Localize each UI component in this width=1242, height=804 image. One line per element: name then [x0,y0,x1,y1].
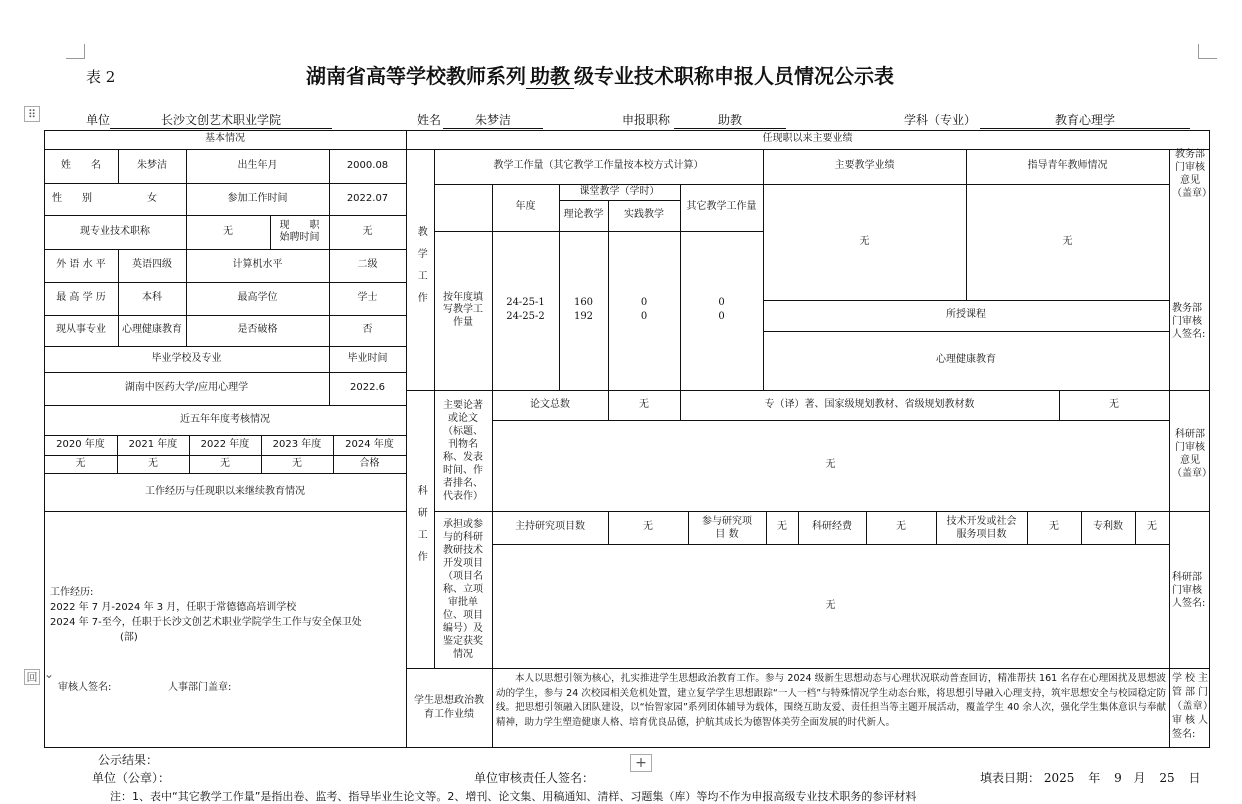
edu-label-cell: 最 高 学 历 [56,292,106,304]
tech-value: 无 [1049,521,1059,533]
work-start-label-cell: 参加工作时间 [227,192,288,204]
date-label: 填表日期： [980,771,1041,785]
year-values [492,296,559,324]
project-value: 无 [825,599,836,611]
assess-result-2: 无 [220,457,230,469]
theory-header: 理论教学 [563,209,604,221]
date-day-unit: 日 [1188,771,1201,785]
right-title: 任现职以来主要业绩 [762,133,853,145]
host-value: 无 [643,521,653,533]
courses-value: 心理健康教育 [936,354,996,366]
cur-hire-label-cell: 现 职始聘时间 [279,219,320,243]
fill-date [980,769,1201,786]
assess-result-0: 无 [75,457,86,469]
cert-value-cell: 否 [362,324,373,336]
courses-title: 所授课程 [946,309,986,321]
by-year-label: 按年度填写教学工作量 [443,291,483,328]
table-move-handle[interactable]: ⠿ [24,106,40,122]
other-value: 0 [718,297,725,308]
title-suffix: 级专业技术职称申报人员情况公示表 [574,64,894,88]
assess-year-0: 2020 年度 [56,438,105,450]
papers-value: 无 [825,459,836,471]
ideology-label: 学生思想政治教育工作业绩 [414,694,484,720]
gender-value-cell: 女 [147,192,157,204]
birth-label-cell: 出生年月 [237,159,278,171]
page-title [306,60,894,89]
guide-value: 无 [1062,235,1073,247]
unit-seal-label: 单位（公章）： [92,771,171,785]
patent-value: 无 [1147,521,1157,533]
basic-title: 基本情况 [205,133,245,145]
left-sign-label: 审核人签名: [58,682,112,693]
cur-title-label-cell: 现专业技术职称 [80,225,150,237]
name-label: 姓名 [417,113,442,127]
patent-label: 专利数 [1093,521,1123,533]
grad-time-value-cell: 2022.6 [350,382,385,394]
date-day: 25 [1159,771,1175,785]
join-label: 参与研究项 目 数 [702,515,752,540]
cur-hire-value-cell: 无 [362,225,373,237]
exp-line: 2022 年 7 月-2024 年 3 月，任职于常德德高培训学校 [50,602,297,613]
tech-label: 技术开发或社会服务项目数 [946,515,1017,540]
footnote: 注：1、表中“其它教学工作量”是指出卷、监考、指导毕业生论文等。2、增刊、论文集、用稿通知、清样、习题集（库）等均不作为申报高级专业技术职务的参评材料 [110,790,917,803]
name-value-cell: 朱梦洁 [137,159,167,171]
grad-time-label-cell: 毕业时间 [347,352,388,364]
subject-label: 学科（专业） [904,113,977,127]
paragraph-mark-icon[interactable]: 回 [24,669,40,685]
exp-title: 工作经历与任现职以来继续教育情况 [145,485,305,497]
degree-value-cell: 学士 [357,292,378,304]
year-col-header: 年度 [515,201,536,213]
book-value: 无 [1109,398,1119,410]
exp-content [50,585,404,645]
gender-label-cell: 性 别 [52,192,92,204]
teach-section-label: 教学工作 [415,225,427,314]
other-value: 0 [718,311,725,322]
table-number: 表 2 [86,68,116,86]
crop-mark-top-right [1198,44,1217,59]
theory-value: 192 [573,311,594,322]
major-label-cell: 现从事专业 [56,324,106,336]
practice-value: 0 [640,311,648,322]
class-hours-header: 课堂教学（学时） [579,185,660,197]
apply-label: 申报职称 [622,113,671,127]
ideology-text: 本人以思想引领为核心，扎实推进学生思想政治教育工作。参与 2024 级新生思想动态与心理状况联动普查回访，精准帮扶 161 名存在心理困扰及思想波动的学生，参与 24 次校园相关危机处置，建立复学学生思想跟踪“一人一档”与特殊情况学生动态台账，将思想引导融入心理支持，筑牢思想安全与校园稳定防线。把思想引领融入团队建设，以“怡智家园”系列团体辅导为载体，围绕互助友爱、责任担当等主题开展活动，覆盖学生 40 余人次，强化学生集体意识与奉献精神，助力学生塑造健康人格、培育优良品德，护航其成长为德智体美劳全面发展的时代新人。 [496,673,1166,728]
date-month-unit: 月 [1133,771,1146,785]
assess-result-4: 合格 [359,457,380,469]
reviewer-label: 单位审核责任人签名： [474,771,595,785]
workload-title: 教学工作量（其它教学工作量按本校方式计算） [493,160,704,172]
unit-value: 长沙文创艺术职业学院 [110,111,332,129]
exp-line: 2024 年 7-至今，任职于长沙文创艺术职业学院学生工作与安全保卫处 [50,617,362,628]
hr-seal-label: 人事部门盖章: [168,682,232,693]
research-section-label: 科研工作 [415,485,427,573]
fund-label: 科研经费 [812,521,852,533]
computer-label-cell: 计算机水平 [232,259,283,271]
year-value: 24-25-2 [506,311,545,322]
edu-value-cell: 本科 [142,292,162,304]
assess-year-4: 2024 年度 [345,438,394,450]
practice-header: 实践教学 [624,209,664,221]
apply-value: 助教 [674,111,786,129]
major-value-cell: 心理健康教育 [122,324,182,336]
date-month: 9 [1114,771,1122,785]
dept-research-seal: 科研部门审核意见（盖章） [1172,429,1212,479]
year-value: 24-25-1 [506,297,545,308]
fund-value: 无 [896,521,906,533]
birth-value-cell: 2000.08 [346,159,389,171]
assess-year-2: 2022 年度 [200,438,250,450]
title-prefix: 湖南省高等学校教师系列 [306,64,526,88]
assess-title: 近五年年度考核情况 [180,413,270,425]
practice-value: 0 [640,297,648,308]
theory-values [559,296,608,324]
main-teach-title: 主要教学业绩 [834,160,895,172]
name-value: 朱梦洁 [443,111,543,129]
project-label: 承担或参与的科研教研技术开发项目（项目名称、立项审批单位、项目编号）及鉴定获奖情况 [443,519,483,660]
date-year: 2025 [1043,771,1075,785]
theory-value: 160 [573,297,594,308]
assess-result-1: 无 [148,457,158,469]
lang-value-cell: 英语四级 [132,259,172,271]
title-series: 助教 [526,64,574,89]
dept-teach-sign: 教务部门审核人签名: [1172,302,1206,340]
info-line [0,111,1242,129]
dept-research-sign: 科研部门审核人签名: [1172,571,1206,609]
subject-value: 教育心理学 [980,111,1190,129]
work-start-value-cell: 2022.07 [346,192,389,204]
other-values [680,296,763,324]
main-teach-value: 无 [859,235,870,247]
practice-values [608,296,680,324]
degree-label-cell: 最高学位 [237,292,278,304]
paper-total-label: 论文总数 [530,398,570,410]
paper-total-value: 无 [639,398,649,410]
lang-label-cell: 外 语 水 平 [56,259,106,271]
dept-student: 学校主管部门（盖章）审核人签名: [1172,673,1208,740]
assess-result-3: 无 [292,457,302,469]
computer-value-cell: 二级 [357,259,378,271]
date-year-unit: 年 [1088,771,1101,785]
book-label: 专（译）著、国家级规划教材、省级规划教材数 [764,398,975,410]
school-value-cell: 湖南中医药大学/应用心理学 [124,382,249,394]
dept-teach-seal: 教务部门审核意见（盖章） [1172,149,1212,199]
papers-label: 主要论著或论文（标题、刊物名称、发表时间、作者排名、代表作） [443,399,483,502]
chevron-down-icon[interactable]: ⌄ [44,667,55,681]
exp-line: 工作经历: [50,587,94,598]
cur-title-value-cell: 无 [223,225,233,237]
assess-year-1: 2021 年度 [128,438,178,450]
guide-title: 指导青年教师情况 [1027,160,1108,172]
unit-label: 单位 [86,113,111,127]
host-label: 主持研究项目数 [515,521,585,533]
join-value: 无 [777,521,787,533]
cert-label-cell: 是否破格 [237,324,278,336]
crop-mark-top-left [66,44,85,59]
exp-line: (部) [120,632,138,643]
assess-year-3: 2023 年度 [272,438,322,450]
add-row-button[interactable]: + [630,754,652,772]
school-label-cell: 毕业学校及专业 [151,352,222,364]
publicity-label: 公示结果： [98,753,159,767]
other-work-header: 其它教学工作量 [686,201,757,213]
name-label-cell: 姓 名 [61,159,101,171]
